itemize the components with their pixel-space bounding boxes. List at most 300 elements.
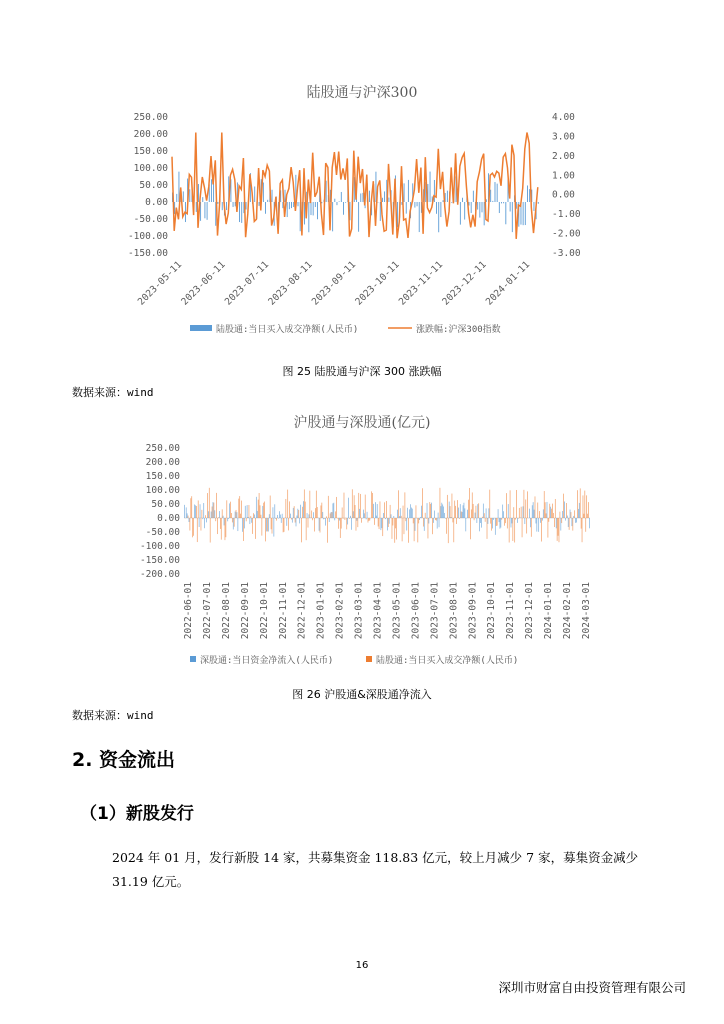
chart2-bar xyxy=(207,493,208,518)
chart2-bar xyxy=(404,518,405,534)
chart2-bar xyxy=(582,518,583,542)
chart2-bar xyxy=(491,518,492,531)
chart2-bar xyxy=(240,514,241,518)
chart1-bar xyxy=(265,202,266,214)
chart2-bar xyxy=(228,518,229,519)
chart2-bar xyxy=(452,494,453,518)
chart1-x-tick: 2023-06-11 xyxy=(179,259,228,308)
chart2-bar xyxy=(504,518,505,526)
chart2-bar xyxy=(326,516,327,518)
chart2-bar xyxy=(588,502,589,518)
chart2-bar xyxy=(574,510,575,518)
chart2-bar xyxy=(386,501,387,518)
chart2-bar xyxy=(203,503,204,518)
chart2-bar xyxy=(250,516,251,518)
chart1-bar xyxy=(419,202,420,232)
paragraph-text: 2024 年 01 月，发行新股 14 家，共募集资金 118.83 亿元，较上月减少 7 家，募集资金减少 31.19 亿元。 xyxy=(112,850,639,889)
chart2-bar xyxy=(420,517,421,518)
chart2-bar xyxy=(349,518,350,519)
chart1-left-tick: -50.00 xyxy=(133,214,168,225)
chart2-bar xyxy=(206,518,207,522)
chart1 xyxy=(100,105,624,345)
chart2-bar xyxy=(191,496,192,518)
chart2-bar xyxy=(323,518,324,519)
chart2-bar xyxy=(572,518,573,531)
chart2-bar xyxy=(211,512,212,518)
chart2-y-tick: 50.00 xyxy=(151,499,180,510)
chart1-bar xyxy=(211,179,212,202)
chart1-x-tick: 2023-08-11 xyxy=(266,259,315,308)
chart2-bar xyxy=(532,505,533,518)
chart1-bar xyxy=(254,186,255,202)
chart2-bar xyxy=(427,503,428,518)
chart2-bar xyxy=(405,492,406,518)
figure-25-caption: 图 25 陆股通与沪深 300 涨跌幅 xyxy=(282,365,442,378)
chart1-legend-swatch-bar xyxy=(190,325,212,331)
chart2-bar xyxy=(529,509,530,518)
chart2-bar xyxy=(393,518,394,525)
chart1-bar xyxy=(241,202,242,223)
chart2-bar xyxy=(297,516,298,518)
chart2-bar xyxy=(527,491,528,518)
chart2-x-tick: 2024-03-01 xyxy=(581,582,592,640)
chart1-bar xyxy=(414,202,415,208)
chart2-bar xyxy=(462,512,463,518)
chart2-bar xyxy=(441,506,442,518)
chart2-title-wrap xyxy=(130,412,594,432)
chart2-bar xyxy=(436,518,437,521)
chart1-bar xyxy=(505,202,506,224)
chart2-bar xyxy=(393,516,394,518)
chart1-bar xyxy=(406,202,407,214)
chart2-bar xyxy=(580,488,581,518)
chart2-bar xyxy=(186,507,187,518)
chart2-bar xyxy=(286,499,287,518)
chart1-bar xyxy=(313,202,314,215)
chart2-bar xyxy=(461,511,462,518)
chart2-bar xyxy=(255,518,256,539)
chart2-bar xyxy=(325,518,326,526)
chart2-bar xyxy=(200,504,201,518)
chart1-bar xyxy=(471,202,472,213)
chart2-bar xyxy=(333,503,334,518)
chart2-bar xyxy=(369,518,370,521)
chart2-bar xyxy=(398,490,399,518)
chart1-x-tick: 2023-09-11 xyxy=(309,259,359,308)
chart2-bar xyxy=(388,518,389,527)
chart2-bar xyxy=(257,511,258,518)
chart2-bar xyxy=(286,518,287,526)
chart2-bar xyxy=(367,512,368,518)
chart2-bar xyxy=(341,518,342,529)
chart2-bar xyxy=(585,518,586,532)
chart1-bar xyxy=(529,189,530,202)
chart2-bar xyxy=(536,518,537,532)
subsection-heading: （1）新股发行 xyxy=(80,804,194,824)
chart2-bar xyxy=(560,518,561,531)
chart2-x-tick: 2023-02-01 xyxy=(334,582,346,640)
chart2-bar xyxy=(505,518,506,523)
chart2-x-tick: 2023-12-01 xyxy=(524,582,536,640)
chart2-bar xyxy=(526,518,527,534)
chart2-bar xyxy=(554,518,555,527)
chart2-bar xyxy=(220,518,221,529)
chart2-bar xyxy=(270,496,271,518)
chart2-bar xyxy=(378,518,379,526)
chart2-bar xyxy=(468,500,469,518)
chart2-bar xyxy=(522,518,523,537)
chart2-bar xyxy=(232,518,233,522)
chart2-bar xyxy=(500,518,501,528)
chart2-bar xyxy=(361,518,362,523)
chart2-bar xyxy=(416,505,417,518)
chart2-bar xyxy=(274,518,275,537)
chart2-bar xyxy=(355,505,356,518)
chart2-bar xyxy=(426,518,427,519)
chart2-bar xyxy=(422,488,423,518)
chart2-x-tick: 2023-10-01 xyxy=(486,582,498,640)
chart2-bar xyxy=(334,518,335,520)
chart2-bar xyxy=(302,507,303,518)
chart1-right-tick: 2.00 xyxy=(552,150,575,162)
chart2-bar xyxy=(496,518,497,526)
chart2-bar xyxy=(249,505,250,518)
chart2-bar xyxy=(383,513,384,518)
chart2-bar xyxy=(586,495,587,518)
chart2-bar xyxy=(523,506,524,518)
chart2-bar xyxy=(244,518,245,528)
chart2-bar xyxy=(262,518,263,536)
chart2-bar xyxy=(525,499,526,518)
chart2-bar xyxy=(304,489,305,518)
chart2-bar xyxy=(581,518,582,529)
chart2-bar xyxy=(548,518,549,522)
chart2-bar xyxy=(195,505,196,518)
chart1-bar xyxy=(217,202,218,204)
chart2-y-tick: -150.00 xyxy=(139,555,180,566)
chart1-bar xyxy=(382,198,383,202)
chart2-bar xyxy=(322,512,323,518)
chart2-bar xyxy=(531,518,532,537)
chart2-bar xyxy=(226,500,227,518)
figure-26-caption: 图 26 沪股通&深股通净流入 xyxy=(292,688,432,701)
chart1-bar xyxy=(525,202,526,225)
chart1-bar xyxy=(469,202,470,206)
chart2-bar xyxy=(187,513,188,518)
chart1-bar xyxy=(479,202,480,218)
chart2-bar xyxy=(250,518,251,524)
chart1-left-tick: -100.00 xyxy=(127,231,168,242)
chart2-bar xyxy=(550,507,551,518)
chart1-bar xyxy=(510,202,511,211)
chart2-bar xyxy=(472,492,473,518)
chart2-x-tick: 2023-05-01 xyxy=(391,582,403,640)
chart1-x-tick: 2023-05-11 xyxy=(135,259,185,308)
chart2-bar xyxy=(435,518,436,520)
chart2-bar xyxy=(428,518,429,538)
chart2-bar xyxy=(202,510,203,518)
chart2-bar xyxy=(515,518,516,520)
chart2-bar xyxy=(518,518,519,519)
chart2-bar xyxy=(440,488,441,518)
chart2-bar xyxy=(213,502,214,518)
chart2-x-tick: 2022-10-01 xyxy=(258,582,270,640)
chart2-bar xyxy=(192,518,193,537)
chart1-bar xyxy=(501,202,502,203)
chart2-bar xyxy=(233,518,234,529)
chart1-bar xyxy=(183,191,184,202)
chart2-bar xyxy=(558,518,559,536)
chart2-bar xyxy=(448,518,449,543)
chart2-bar xyxy=(387,518,388,530)
chart2-bar xyxy=(577,490,578,518)
chart2-bar xyxy=(470,518,471,539)
chart2-bar xyxy=(384,502,385,518)
chart2-bar xyxy=(483,504,484,518)
chart2-bar xyxy=(247,505,248,518)
chart2-bar xyxy=(516,490,517,518)
chart1-bar xyxy=(464,202,465,220)
chart2-bar xyxy=(227,518,228,521)
chart1-bar xyxy=(176,194,177,202)
chart2-bar xyxy=(292,518,293,523)
chart1-bar xyxy=(285,190,286,202)
chart2-bar xyxy=(293,508,294,518)
chart2-bar xyxy=(366,518,367,519)
chart2-bar xyxy=(346,518,347,529)
chart2-bar xyxy=(313,512,314,518)
chart2-bar xyxy=(446,518,447,534)
chart1-bar xyxy=(527,185,528,202)
chart2-x-tick: 2024-01-01 xyxy=(543,582,555,640)
chart1-bar xyxy=(198,184,199,202)
chart2-bar xyxy=(264,502,265,518)
chart2-bar xyxy=(344,493,345,518)
chart2-bar xyxy=(572,518,573,526)
chart1-bar xyxy=(272,190,273,202)
chart2-bar xyxy=(459,518,460,519)
chart1-bar xyxy=(417,202,418,206)
chart2-x-tick: 2022-12-01 xyxy=(296,582,308,640)
chart2-bar xyxy=(517,518,518,523)
chart2-bar xyxy=(333,503,334,518)
chart1-bar xyxy=(516,202,517,209)
chart2-bar xyxy=(537,503,538,518)
chart2-bar xyxy=(551,509,552,518)
section-heading: 2. 资金流出 xyxy=(72,749,176,771)
chart2-bar xyxy=(214,503,215,518)
chart2-bar xyxy=(538,518,539,532)
chart2-bar xyxy=(455,506,456,518)
chart2-bar xyxy=(534,510,535,518)
chart2-bar xyxy=(342,507,343,518)
chart2-bar xyxy=(578,509,579,518)
chart2-bar xyxy=(584,514,585,518)
chart2-bar xyxy=(281,518,282,523)
chart1-x-tick: 2023-07-11 xyxy=(222,259,272,308)
chart1-bar xyxy=(308,202,309,232)
chart2-bar xyxy=(410,504,411,518)
chart2-bar xyxy=(345,518,346,520)
chart2-bar xyxy=(445,518,446,519)
chart1-bar xyxy=(512,202,513,232)
chart2-bar xyxy=(488,518,489,524)
chart2-bar xyxy=(473,504,474,518)
chart1-left-tick: 100.00 xyxy=(133,163,168,174)
chart2-bar xyxy=(196,506,197,518)
chart2-bar xyxy=(524,490,525,518)
chart2-bar xyxy=(495,518,496,535)
chart2-bar xyxy=(546,513,547,518)
chart2-bar xyxy=(454,501,455,518)
chart2-bar xyxy=(478,503,479,518)
chart2-bar xyxy=(291,518,292,520)
chart2-bar xyxy=(243,518,244,541)
chart2-bar xyxy=(475,513,476,518)
chart2-bar xyxy=(377,504,378,518)
chart1-right-tick: -3.00 xyxy=(552,248,581,259)
chart2-bar xyxy=(471,509,472,518)
chart2-bar xyxy=(400,508,401,518)
chart1-bar xyxy=(337,202,338,205)
chart2-bar xyxy=(242,518,243,532)
chart2-bar xyxy=(314,518,315,532)
chart2-bar xyxy=(251,518,252,523)
chart2-bar xyxy=(460,504,461,518)
chart2-bar xyxy=(279,511,280,518)
chart2-bar xyxy=(306,518,307,540)
chart2-bar xyxy=(381,518,382,528)
chart2-bar xyxy=(365,495,366,518)
chart2-bar xyxy=(245,506,246,518)
chart1-bar xyxy=(360,193,361,202)
chart2-bar xyxy=(556,518,557,528)
chart2-bar xyxy=(408,518,409,543)
chart2-bar xyxy=(321,503,322,518)
chart2-bar xyxy=(447,495,448,518)
chart2-bar xyxy=(282,514,283,518)
chart1-bar xyxy=(523,202,524,225)
chart2-bar xyxy=(215,518,216,521)
chart2-bar xyxy=(482,517,483,518)
chart1-bar xyxy=(259,202,260,206)
chart2-bar xyxy=(343,518,344,519)
chart1-left-tick: 50.00 xyxy=(139,180,168,191)
chart2-bar xyxy=(330,513,331,518)
chart2-x-tick: 2022-07-01 xyxy=(201,582,213,640)
chart2-bar xyxy=(311,511,312,518)
chart2-bar xyxy=(340,518,341,538)
chart2-bar xyxy=(569,518,570,530)
chart2-bar xyxy=(298,510,299,518)
chart2-bar xyxy=(449,502,450,518)
chart2-bar xyxy=(419,518,420,520)
chart1-bar xyxy=(311,202,312,215)
chart2-bar xyxy=(429,502,430,518)
chart2-bar xyxy=(389,518,390,524)
page-number: 16 xyxy=(355,960,369,971)
chart2-bar xyxy=(418,518,419,523)
chart2-bar xyxy=(197,518,198,542)
chart2-bar xyxy=(294,506,295,518)
chart1-title: 陆股通与沪深300 xyxy=(306,85,418,101)
chart2-bar xyxy=(499,518,500,522)
chart1-bar xyxy=(495,182,496,202)
chart1-bar xyxy=(332,202,333,231)
chart2-bar xyxy=(369,518,370,520)
chart2-bar xyxy=(268,518,269,531)
chart1-x-tick: 2023-12-11 xyxy=(440,259,489,308)
chart2-bar xyxy=(486,508,487,518)
chart2-bar xyxy=(269,514,270,518)
chart2-bar xyxy=(280,515,281,518)
chart2-bar xyxy=(498,509,499,518)
chart2-bar xyxy=(406,518,407,531)
chart2-bar xyxy=(266,518,267,531)
chart2-bar xyxy=(407,508,408,518)
chart1-x-tick: 2024-01-11 xyxy=(483,259,533,308)
chart2-bar xyxy=(456,518,457,524)
chart2-x-tick: 2023-08-01 xyxy=(448,582,460,640)
chart2-bar xyxy=(583,495,584,518)
chart2-bar xyxy=(231,513,232,518)
chart1-bar xyxy=(287,202,288,217)
chart2-bar xyxy=(568,518,569,527)
chart2-x-tick: 2022-08-01 xyxy=(220,582,232,640)
chart2-bar xyxy=(359,509,360,518)
source-1: 数据来源：wind xyxy=(72,386,154,399)
chart2-bar xyxy=(501,518,502,520)
chart2-bar xyxy=(209,488,210,518)
chart1-bar xyxy=(440,202,441,217)
chart2-bar xyxy=(188,516,189,518)
chart2-bar xyxy=(329,518,330,522)
chart2-bar xyxy=(390,505,391,518)
chart2-bar xyxy=(403,506,404,518)
chart1-bar xyxy=(473,191,474,202)
chart2-bar xyxy=(309,491,310,518)
chart2-bar xyxy=(238,518,239,531)
chart2-bar xyxy=(431,503,432,518)
chart2-bar xyxy=(430,504,431,518)
chart1-bar xyxy=(339,201,340,202)
chart2-bar xyxy=(489,490,490,518)
chart2-bar xyxy=(423,518,424,527)
chart1-left-tick: 250.00 xyxy=(133,112,168,123)
chart2-bar xyxy=(205,515,206,518)
chart1-bar xyxy=(341,192,342,202)
chart2-bar xyxy=(480,518,481,523)
chart2-bar xyxy=(465,508,466,518)
chart2-bar xyxy=(524,518,525,524)
chart2-bar xyxy=(374,518,375,525)
chart2-bar xyxy=(493,518,494,520)
chart2-bar xyxy=(414,518,415,541)
chart2-x-tick: 2022-09-01 xyxy=(239,582,251,640)
chart2-bar xyxy=(439,518,440,527)
chart2-bar xyxy=(397,510,398,518)
chart1-bar xyxy=(408,180,409,202)
chart2-bar xyxy=(401,516,402,518)
chart1-bar xyxy=(497,184,498,202)
chart2-bar xyxy=(275,518,276,519)
chart2-bar xyxy=(576,518,577,523)
chart2-bar xyxy=(444,513,445,518)
chart2 xyxy=(130,438,600,674)
chart2-bar xyxy=(521,507,522,518)
chart2-bar xyxy=(543,509,544,518)
chart1-bar xyxy=(293,202,294,207)
